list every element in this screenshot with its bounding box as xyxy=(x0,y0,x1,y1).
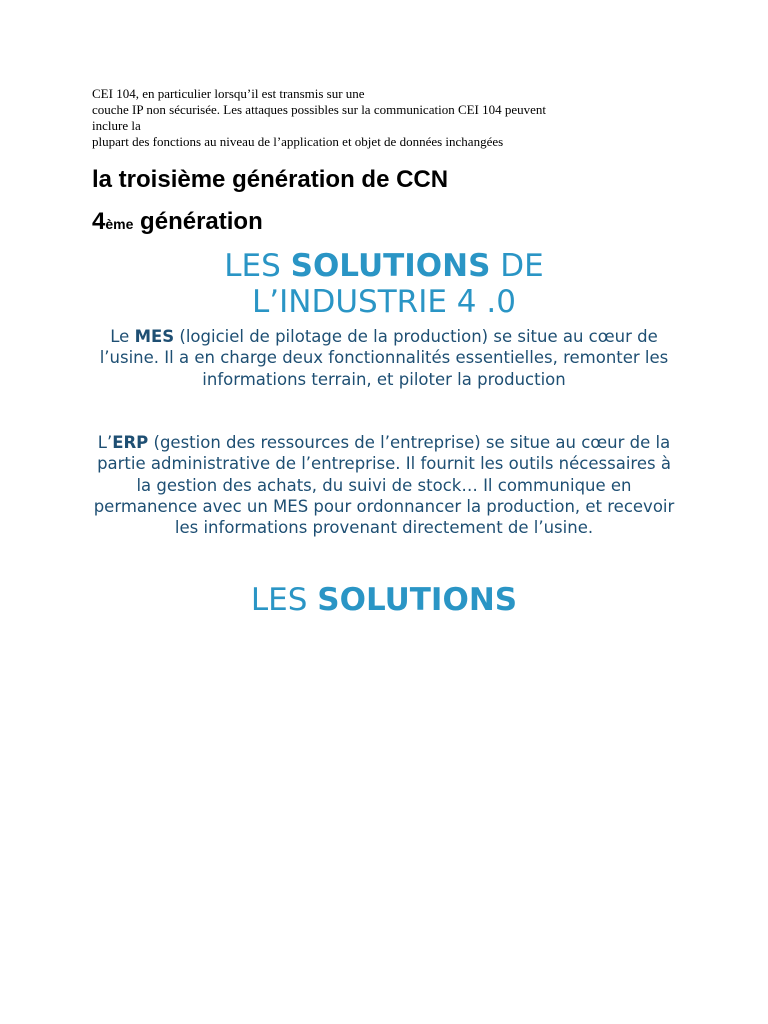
intro-line: plupart des fonctions au niveau de l’application et objet de données inchangées xyxy=(92,134,504,149)
solutions-industry-title xyxy=(92,248,676,320)
heading-fourth-generation xyxy=(92,206,263,240)
heading-third-generation: la troisième génération de CCN xyxy=(92,166,449,193)
title-second-bold-word: SOLUTIONS xyxy=(317,582,518,618)
mes-term: MES xyxy=(134,327,175,346)
title-line-1 xyxy=(92,248,676,284)
intro-line: inclure la xyxy=(92,118,141,133)
erp-prefix: L’ xyxy=(97,433,113,452)
heading-number: 4 xyxy=(92,208,106,235)
mes-prefix: Le xyxy=(110,327,135,346)
title-bold-word: SOLUTIONS xyxy=(290,248,491,284)
title-second-prefix: LES xyxy=(250,582,318,618)
title-prefix: LES xyxy=(224,248,291,284)
heading-ordinal-suffix: ème xyxy=(105,216,134,232)
erp-text: (gestion des ressources de l’entreprise) se situe au cœur de la partie administrative de l’entreprise. Il fournit les outils nécessaires à la gestion des achats, du suivi de stock… Il communique en permanence avec un MES pour ordonnancer la production, et recevoir les informations provenant directement de l’usine. xyxy=(93,433,675,538)
title-suffix: DE xyxy=(490,248,544,284)
heading-word: génération xyxy=(133,208,263,235)
erp-term: ERP xyxy=(112,433,149,452)
intro-line: CEI 104, en particulier lorsqu’il est transmis sur une xyxy=(92,86,365,101)
mes-paragraph xyxy=(92,326,676,390)
title-line-2: L’INDUSTRIE 4 .0 xyxy=(252,284,516,320)
solutions-title-second xyxy=(92,580,676,620)
intro-line: couche IP non sécurisée. Les attaques possibles sur la communication CEI 104 peuvent xyxy=(92,102,547,117)
erp-paragraph xyxy=(92,432,676,538)
mes-text: (logiciel de pilotage de la production) se situe au cœur de l’usine. Il a en charge deux fonctionnalités essentielles, remonter les informations terrain, et piloter la production xyxy=(99,327,669,389)
intro-paragraph xyxy=(92,86,652,150)
